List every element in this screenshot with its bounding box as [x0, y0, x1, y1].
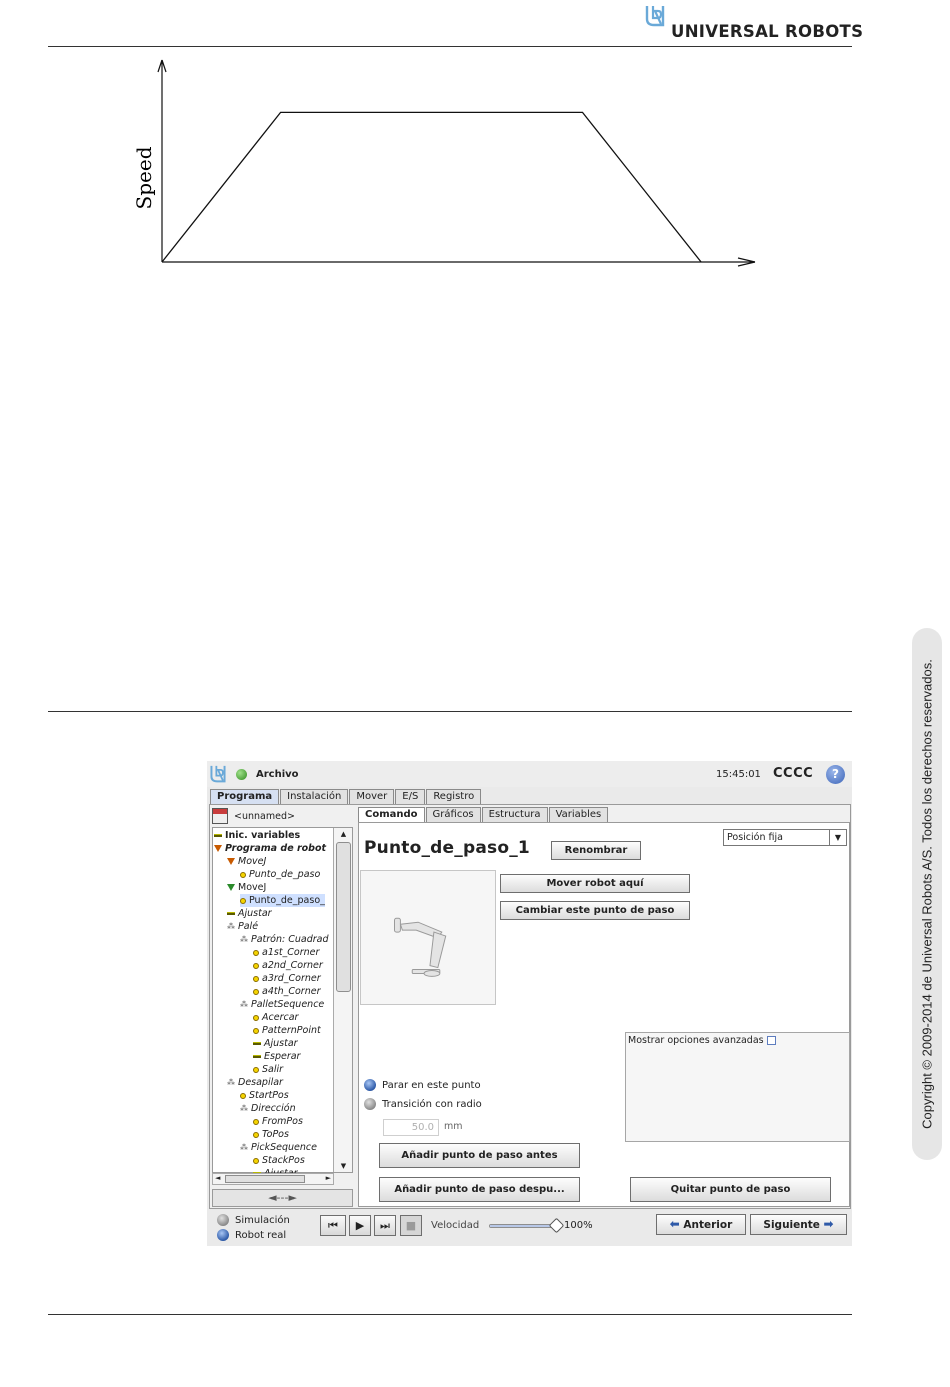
y-axis-label: Speed — [132, 146, 156, 210]
tree-node[interactable] — [240, 933, 329, 946]
program-filename: <unnamed> — [234, 810, 295, 822]
subtab-variables[interactable]: Variables — [549, 807, 609, 822]
program-tree — [212, 827, 353, 1173]
add-waypoint-before-button[interactable]: Añadir punto de paso antes — [379, 1143, 580, 1168]
waypoint-icon — [253, 963, 259, 969]
real-robot-radio-icon[interactable] — [217, 1229, 229, 1241]
robot-arm-icon — [361, 871, 495, 1004]
waypoint-icon — [253, 989, 259, 995]
robot-preview — [360, 870, 496, 1005]
help-icon[interactable]: ? — [826, 765, 845, 784]
rename-button[interactable]: Renombrar — [551, 841, 641, 860]
tree-node-label: FromPos — [262, 1116, 303, 1127]
waypoint-icon — [240, 898, 246, 904]
pallet-icon: ⁂ — [240, 1143, 248, 1152]
scroll-down-icon[interactable]: ▼ — [340, 1162, 347, 1170]
advanced-options-toggle[interactable] — [628, 1035, 776, 1046]
advanced-options-checkbox[interactable] — [767, 1036, 776, 1045]
tree-node-label: Programa de robot — [225, 843, 327, 854]
simulation-option[interactable] — [217, 1214, 290, 1226]
copyright-text: Copyright © 2009-2014 de Universal Robots A/S. Todos los derechos reservados. — [919, 659, 935, 1129]
tree-node[interactable] — [253, 1063, 283, 1076]
main-tabs — [210, 789, 482, 804]
tab-instalaci-n[interactable]: Instalación — [280, 789, 348, 804]
scroll-up-icon[interactable]: ▲ — [340, 830, 347, 838]
stop-at-point-option[interactable] — [364, 1079, 481, 1091]
next-label: Siguiente — [763, 1219, 820, 1231]
file-menu[interactable]: Archivo — [256, 769, 299, 780]
speed-profile-line-0 — [162, 112, 701, 262]
pallet-icon: ⁂ — [240, 1104, 248, 1113]
simulation-radio-icon[interactable] — [217, 1214, 229, 1226]
tree-node[interactable] — [253, 1050, 300, 1063]
waypoint-icon — [240, 1093, 246, 1099]
tree-node-label: ToPos — [262, 1129, 289, 1140]
step-button[interactable]: ⏭ — [374, 1215, 396, 1236]
file-bar — [212, 807, 353, 825]
clock: 15:45:01 — [716, 769, 761, 780]
y-axis-arrow-right — [162, 60, 166, 72]
previous-label: Anterior — [683, 1219, 733, 1231]
tree-node-label: Dirección — [251, 1103, 296, 1114]
arrow-left-icon: ⬅ — [669, 1217, 680, 1231]
pallet-icon: ⁂ — [227, 922, 235, 931]
assignment-icon — [227, 912, 235, 915]
tree-node-label: a1st_Corner — [262, 947, 320, 958]
bottom-bar — [207, 1211, 852, 1246]
tree-node[interactable] — [227, 920, 258, 933]
speed-percent: 100% — [564, 1220, 593, 1231]
pallet-icon: ⁂ — [240, 935, 248, 944]
tree-node[interactable] — [240, 1141, 317, 1154]
tree-node[interactable] — [253, 959, 323, 972]
subtab-comando[interactable]: Comando — [358, 807, 425, 822]
tree-node[interactable] — [240, 998, 324, 1011]
waypoint-icon — [253, 976, 259, 982]
blend-radius-input[interactable]: 50.0 — [383, 1119, 439, 1136]
blend-radio-icon[interactable] — [364, 1098, 376, 1110]
waypoint-icon — [253, 1067, 259, 1073]
real-robot-label: Robot real — [235, 1229, 287, 1241]
simulation-label: Simulación — [235, 1214, 290, 1226]
tree-node[interactable] — [253, 985, 320, 998]
add-waypoint-after-button[interactable]: Añadir punto de paso despu... — [379, 1177, 580, 1202]
stop-button[interactable]: ■ — [400, 1215, 422, 1236]
tree-node[interactable] — [253, 1011, 298, 1024]
advanced-options-label: Mostrar opciones avanzadas — [628, 1035, 764, 1046]
tree-node[interactable] — [240, 1089, 289, 1102]
tree-node[interactable] — [214, 829, 300, 842]
copyright-band — [912, 628, 942, 1160]
pallet-icon: ⁂ — [240, 1000, 248, 1009]
main-content — [209, 804, 851, 1209]
command-panel — [358, 807, 850, 1207]
tree-node[interactable] — [253, 946, 319, 959]
remove-waypoint-button[interactable]: Quitar punto de paso — [630, 1177, 831, 1202]
tree-node-label: StackPos — [262, 1155, 305, 1166]
tree-node-label: Palé — [238, 921, 259, 932]
tree-node-label: Punto_de_paso_ — [249, 895, 325, 906]
top-bar — [207, 761, 852, 787]
tab-programa[interactable]: Programa — [210, 789, 279, 804]
tab-e-s[interactable]: E/S — [395, 789, 425, 804]
speed-label: Velocidad — [431, 1220, 480, 1231]
scroll-thumb[interactable] — [336, 842, 351, 992]
scroll-right-icon[interactable]: ► — [325, 1174, 331, 1182]
tree-node-label: a2nd_Corner — [262, 960, 323, 971]
header-rule — [48, 46, 852, 47]
assignment-icon — [214, 834, 222, 837]
tree-node-label: PatternPoint — [262, 1025, 321, 1036]
tree-node[interactable] — [227, 1076, 283, 1089]
robot-name: CCCC — [773, 766, 814, 781]
tree-node-label: Esperar — [264, 1051, 301, 1062]
subtab-gr-ficos[interactable]: Gráficos — [426, 807, 481, 822]
tab-mover[interactable]: Mover — [349, 789, 394, 804]
tree-node[interactable] — [253, 1154, 305, 1167]
waypoint-name: Punto_de_paso_1 — [364, 838, 530, 858]
waypoint-icon — [253, 1028, 259, 1034]
tree-node-label: Inic. variables — [225, 830, 301, 841]
advanced-options-box — [625, 1032, 850, 1142]
tree-node-label: Ajustar — [264, 1038, 298, 1049]
tree-node-label: a3rd_Corner — [262, 973, 321, 984]
tree-node-label: PickSequence — [251, 1142, 317, 1153]
arrow-right-icon: ➡ — [823, 1217, 834, 1231]
waypoint-icon — [253, 1119, 259, 1125]
brand-name: UNIVERSAL ROBOTS — [671, 22, 864, 41]
tree-horizontal-scrollbar[interactable] — [212, 1173, 334, 1185]
tree-nodes — [213, 828, 334, 1172]
tree-node-label: MoveJ — [238, 856, 267, 867]
tree-node[interactable] — [214, 842, 326, 855]
tree-node-label: Acercar — [262, 1012, 299, 1023]
assignment-icon — [253, 1055, 261, 1058]
green-status-icon — [236, 769, 247, 780]
tree-node-label: Punto_de_paso — [249, 869, 321, 880]
tree-node[interactable] — [253, 972, 321, 985]
chart-axes — [158, 60, 755, 266]
tree-node-label: StartPos — [249, 1090, 289, 1101]
waypoint-icon — [253, 1158, 259, 1164]
tree-node[interactable] — [227, 907, 272, 920]
tree-node[interactable] — [240, 894, 325, 907]
speed-slider-knob[interactable] — [549, 1218, 565, 1234]
waypoint-editor — [358, 822, 850, 1207]
folder-triangle-icon — [227, 858, 235, 865]
stop-radio-icon[interactable] — [364, 1079, 376, 1091]
waypoint-icon — [240, 872, 246, 878]
stop-at-point-label: Parar en este punto — [382, 1079, 481, 1091]
folder-triangle-icon — [227, 884, 235, 891]
waypoint-icon — [253, 1132, 259, 1138]
collapse-panel-button[interactable]: ◄---► — [212, 1189, 353, 1207]
waypoint-icon — [253, 1015, 259, 1021]
x-axis-arrow-bottom — [738, 262, 755, 266]
chevron-down-icon[interactable]: ▼ — [829, 830, 846, 845]
tree-node-label: Ajustar — [238, 908, 272, 919]
tab-registro[interactable]: Registro — [426, 789, 481, 804]
real-robot-option[interactable] — [217, 1229, 286, 1241]
position-type-value: Posición fija — [727, 832, 783, 843]
assignment-icon — [253, 1042, 261, 1045]
sub-tabs — [358, 807, 609, 822]
pallet-icon: ⁂ — [227, 1078, 235, 1087]
hscroll-thumb[interactable] — [225, 1175, 305, 1183]
tree-node[interactable] — [253, 1115, 303, 1128]
blend-radius-option[interactable] — [364, 1098, 482, 1110]
program-tree-panel — [210, 805, 355, 1208]
tree-vertical-scrollbar[interactable] — [333, 828, 352, 1172]
tree-node-label: Salir — [262, 1064, 284, 1075]
tree-node[interactable] — [227, 881, 266, 894]
next-button[interactable] — [750, 1214, 847, 1235]
tree-node-label: Desapilar — [238, 1077, 283, 1088]
tree-node-label: PalletSequence — [251, 999, 325, 1010]
play-button[interactable]: ▶ — [349, 1215, 371, 1236]
chart-series — [162, 112, 701, 262]
y-axis-arrow-left — [158, 60, 162, 72]
rewind-button[interactable]: ⏮ — [320, 1215, 346, 1236]
speed-slider-fill — [490, 1225, 557, 1227]
tree-node[interactable] — [240, 868, 320, 881]
position-type-select[interactable] — [723, 829, 847, 846]
save-icon[interactable] — [212, 808, 228, 824]
blend-radius-unit: mm — [444, 1121, 463, 1132]
tree-node[interactable] — [253, 1128, 289, 1141]
tree-node[interactable] — [240, 1102, 296, 1115]
ur-logo-icon — [645, 5, 665, 27]
tree-node[interactable] — [253, 1037, 298, 1050]
tree-node[interactable] — [227, 855, 266, 868]
subtab-estructura[interactable]: Estructura — [482, 807, 548, 822]
tree-node-label: Patrón: Cuadrad — [251, 934, 329, 945]
blend-radius-label: Transición con radio — [382, 1098, 482, 1110]
footer-rule — [48, 1314, 852, 1315]
scroll-left-icon[interactable]: ◄ — [215, 1174, 221, 1182]
folder-triangle-icon — [214, 845, 222, 852]
speed-profile-chart — [120, 55, 770, 280]
previous-button[interactable] — [656, 1214, 746, 1235]
tree-node-label: a4th_Corner — [262, 986, 321, 997]
header-logo — [645, 5, 863, 41]
ur-small-logo-icon — [209, 765, 227, 783]
section-rule — [48, 711, 852, 712]
waypoint-icon — [253, 950, 259, 956]
tree-node-label: MoveJ — [238, 882, 267, 893]
change-waypoint-button[interactable]: Cambiar este punto de paso — [500, 901, 690, 920]
polyscope-window — [207, 761, 852, 1246]
tree-node[interactable] — [253, 1024, 321, 1037]
move-robot-here-button[interactable]: Mover robot aquí — [500, 874, 690, 893]
